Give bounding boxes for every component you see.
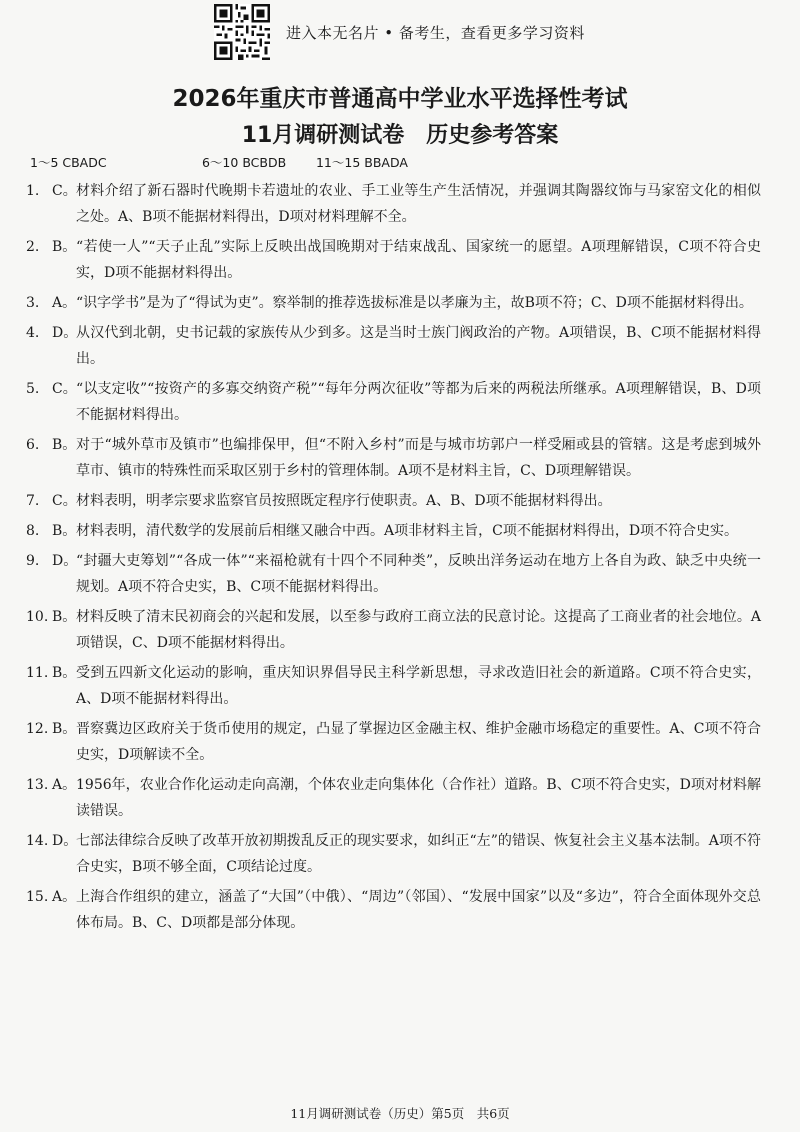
answer-explanation: 晋察冀边区政府关于货币使用的规定，凸显了掌握边区金融主权、维护金融市场稳定的重要性。A、C项不符合史实，D项解读不全。 — [76, 721, 761, 763]
answer-item — [26, 488, 761, 514]
answer-explanation: 七部法律综合反映了改革开放初期拨乱反正的现实要求，如纠正“左”的错误、恢复社会主义基本法制。A项不符合史实，B项不够全面，C项结论过度。 — [76, 833, 761, 875]
answer-item — [26, 178, 761, 230]
answer-number: 15. — [26, 889, 49, 905]
answer-explanation: 材料表明，清代数学的发展前后相继又融合中西。A项非材料主旨，C项不能据材料得出，D项不符合史实。 — [76, 523, 739, 539]
answer-item — [26, 884, 761, 936]
answer-choice: D。 — [52, 553, 78, 569]
answer-number: 11. — [26, 665, 49, 681]
answer-item — [26, 548, 761, 600]
answer-choice: D。 — [52, 325, 78, 341]
answer-number: 12. — [26, 721, 49, 737]
page-footer: 11月调研测试卷（历史）第5页 共6页 — [290, 1106, 510, 1121]
answer-choice: B。 — [52, 721, 77, 737]
answer-choice: A。 — [52, 295, 77, 311]
answer-explanation: “若使一人”“天子止乱”实际上反映出战国晚期对于结束战乱、国家统一的愿望。A项理解错误，C项不符合史实，D项不能据材料得出。 — [76, 239, 761, 281]
answer-choice: B。 — [52, 523, 77, 539]
answer-explanation: 对于“城外草市及镇市”也编排保甲，但“不附入乡村”而是与城市坊郭户一样受厢或县的管辖。这是考虑到城外草市、镇市的特殊性而采取区别于乡村的管理体制。A项不是材料主旨，C、D项理解错误。 — [76, 437, 761, 479]
answer-explanation: 从汉代到北朝，史书记载的家族传从少到多。这是当时士族门阀政治的产物。A项错误，B、C项不能据材料得出。 — [76, 325, 761, 367]
answer-explanation: 1956年，农业合作化运动走向高潮，个体农业走向集体化（合作社）道路。B、C项不符合史实，D项对材料解读错误。 — [76, 777, 761, 819]
answer-item — [26, 290, 761, 316]
answer-explanation: 材料表明，明孝宗要求监察官员按照既定程序行使职责。A、B、D项不能据材料得出。 — [76, 493, 612, 509]
answer-number: 6. — [26, 437, 40, 453]
answer-item — [26, 518, 761, 544]
answer-number: 4. — [26, 325, 40, 341]
answer-choice: C。 — [52, 381, 77, 397]
answer-explanation: 材料介绍了新石器时代晚期卡若遗址的农业、手工业等生产生活情况，并强调其陶器纹饰与马家窑文化的相似之处。A、B项不能据材料得出，D项对材料理解不全。 — [76, 183, 761, 225]
answer-number: 9. — [26, 553, 40, 569]
page-subtitle: 11月调研测试卷 历史参考答案 — [241, 123, 559, 148]
answer-item — [26, 772, 761, 824]
answer-number: 7. — [26, 493, 40, 509]
answer-key-6-10: 6～10 BCBDB — [201, 155, 287, 170]
answer-choice: B。 — [52, 239, 77, 255]
answer-number: 13. — [26, 777, 49, 793]
answer-choice: D。 — [52, 833, 78, 849]
answer-item — [26, 320, 761, 372]
answer-number: 14. — [26, 833, 49, 849]
answer-choice: A。 — [52, 889, 77, 905]
answer-explanation: “封疆大吏筹划”“各成一体”“来福枪就有十四个不同种类”，反映出洋务运动在地方上各自为政、缺乏中央统一规划。A项不符合史实，B、C项不能据材料得出。 — [76, 553, 761, 595]
answer-key-11-15: 11～15 BBADA — [315, 155, 408, 170]
answer-number: 3. — [26, 295, 40, 311]
answer-item — [26, 828, 761, 880]
answer-explanation: “以支定收”“按资产的多寡交纳资产税”“每年分两次征收”等都为后来的两税法所继承。A项理解错误，B、D项不能据材料得出。 — [76, 381, 761, 423]
answer-number: 2. — [26, 239, 40, 255]
answer-choice: A。 — [52, 777, 77, 793]
answer-explanation: “识字学书”是为了“得试为吏”。察举制的推荐选拔标准是以孝廉为主，故B项不符；C、D项不能据材料得出。 — [76, 295, 753, 311]
answer-list — [26, 178, 761, 940]
promo-banner-text: 进入本无名片 • 备考生，查看更多学习资料 — [286, 24, 585, 42]
answer-choice: C。 — [52, 183, 77, 199]
answer-item — [26, 432, 761, 484]
answer-key-1-5: 1～5 CBADC — [30, 155, 107, 170]
answer-key-row — [30, 153, 408, 171]
answer-explanation: 材料反映了清末民初商会的兴起和发展，以至参与政府工商立法的民意讨论。这提高了工商业者的社会地位。A项错误，C、D项不能据材料得出。 — [76, 609, 761, 651]
qr-code-icon — [214, 4, 270, 60]
answer-number: 1. — [26, 183, 40, 199]
answer-number: 5. — [26, 381, 40, 397]
answer-item — [26, 376, 761, 428]
answer-choice: B。 — [52, 609, 77, 625]
answer-choice: B。 — [52, 437, 77, 453]
answer-item — [26, 716, 761, 768]
answer-explanation: 受到五四新文化运动的影响，重庆知识界倡导民主科学新思想，寻求改造旧社会的新道路。C项不符合史实，A、D项不能据材料得出。 — [76, 665, 761, 707]
page-title: 2026年重庆市普通高中学业水平选择性考试 — [172, 86, 628, 112]
answer-item — [26, 234, 761, 286]
answer-choice: C。 — [52, 493, 77, 509]
answer-item — [26, 604, 761, 656]
answer-explanation: 上海合作组织的建立，涵盖了“大国”（中俄）、“周边”（邻国）、“发展中国家”以及“多边”，符合全面体现外交总体布局。B、C、D项都是部分体现。 — [76, 889, 761, 931]
answer-number: 10. — [26, 609, 49, 625]
answer-choice: B。 — [52, 665, 77, 681]
answer-item — [26, 660, 761, 712]
answer-number: 8. — [26, 523, 40, 539]
